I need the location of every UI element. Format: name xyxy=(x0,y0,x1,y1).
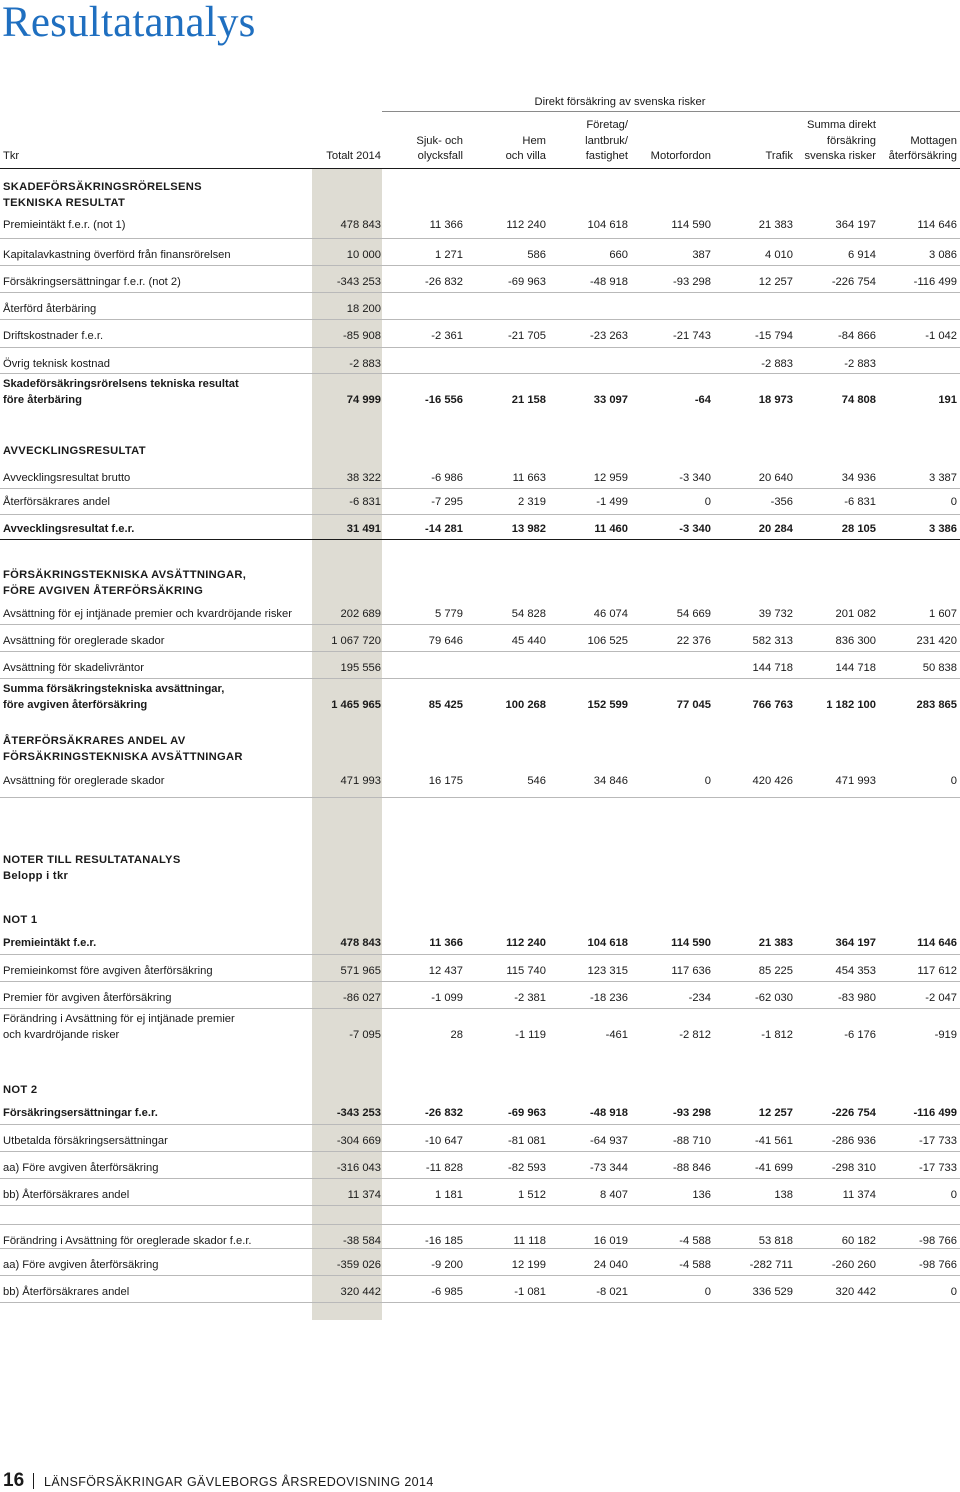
cell-value: 53 818 xyxy=(758,1235,793,1247)
row-label: Avsättning för oreglerade skador xyxy=(3,635,165,647)
cell-value: 85 425 xyxy=(428,698,463,711)
row-label: aa) Före avgiven återförsäkring xyxy=(3,1162,159,1174)
column-header-7-line-1: försäkring xyxy=(826,134,876,147)
cell-value: 39 732 xyxy=(758,608,793,620)
cell-value: 6 914 xyxy=(848,249,876,261)
cell-value: 24 040 xyxy=(593,1259,628,1271)
column-header-2-line-1: olycksfall xyxy=(417,150,463,162)
column-header-8-line-1: återförsäkring xyxy=(888,150,957,162)
row-label: före återbäring xyxy=(3,393,82,406)
cell-value: -83 980 xyxy=(838,992,876,1004)
column-header-0-line-0: Tkr xyxy=(3,150,20,162)
section-heading: NOTER TILL RESULTATANALYS xyxy=(3,854,181,866)
cell-value: -461 xyxy=(605,1028,628,1041)
cell-value: -4 588 xyxy=(679,1235,711,1247)
cell-value: -26 832 xyxy=(425,276,463,288)
row-label: Övrig teknisk kostnad xyxy=(3,358,110,370)
cell-value: -88 846 xyxy=(673,1162,711,1174)
cell-value: -64 937 xyxy=(590,1135,628,1147)
column-header-5-line-0: Motorfordon xyxy=(650,150,711,162)
cell-value: -64 xyxy=(694,393,711,406)
row-divider xyxy=(0,347,960,348)
cell-value: 136 xyxy=(692,1189,711,1201)
cell-value: 0 xyxy=(950,1286,957,1298)
cell-value: 0 xyxy=(704,1286,711,1298)
cell-value: 20 640 xyxy=(758,472,793,484)
row-divider xyxy=(0,624,960,625)
cell-value: 31 491 xyxy=(346,523,381,535)
cell-value: 320 442 xyxy=(340,1286,381,1298)
cell-value: 1 181 xyxy=(435,1189,463,1201)
section-heading: NOT 1 xyxy=(3,914,38,926)
cell-value: 112 240 xyxy=(506,219,546,231)
cell-value: 10 000 xyxy=(346,249,381,261)
cell-value: 387 xyxy=(692,249,711,261)
cell-value: -38 584 xyxy=(343,1235,381,1247)
cell-value: 22 376 xyxy=(676,635,711,647)
cell-value: 1 182 100 xyxy=(826,698,876,711)
row-divider xyxy=(0,954,960,955)
cell-value: 21 383 xyxy=(758,219,793,231)
cell-value: 195 556 xyxy=(340,662,381,674)
cell-value: -343 253 xyxy=(336,1107,381,1119)
cell-value: 114 590 xyxy=(671,937,711,949)
cell-value: 11 663 xyxy=(512,472,546,484)
cell-value: 34 936 xyxy=(841,472,876,484)
cell-value: 364 197 xyxy=(835,219,876,231)
row-label: Premieintäkt f.e.r. (not 1) xyxy=(3,219,126,231)
cell-value: 420 426 xyxy=(752,775,793,787)
column-header-4-line-0: Företag/ xyxy=(586,119,628,131)
cell-value: 2 319 xyxy=(518,496,546,508)
column-header-8-line-0: Mottagen xyxy=(910,134,957,147)
cell-value: 766 763 xyxy=(752,698,793,711)
cell-value: 16 175 xyxy=(428,775,463,787)
cell-value: -2 883 xyxy=(844,358,876,370)
cell-value: -1 119 xyxy=(515,1028,546,1041)
cell-value: -2 883 xyxy=(761,358,793,370)
row-label: Skadeförsäkringsrörelsens tekniska resultat xyxy=(3,378,239,390)
cell-value: 104 618 xyxy=(587,219,628,231)
cell-value: -919 xyxy=(934,1028,957,1041)
cell-value: -2 883 xyxy=(349,358,381,370)
cell-value: 115 740 xyxy=(506,965,546,977)
row-divider xyxy=(0,797,960,798)
column-header-4-line-2: fastighet xyxy=(585,150,628,162)
row-label: Kapitalavkastning överförd från finansrörelsen xyxy=(3,249,231,261)
cell-value: 11 460 xyxy=(594,523,628,535)
cell-value: -10 647 xyxy=(425,1135,463,1147)
row-label: Försäkringsersättningar f.e.r. xyxy=(3,1107,158,1119)
cell-value: 38 322 xyxy=(346,472,381,484)
cell-value: -23 263 xyxy=(590,330,628,342)
cell-value: -16 185 xyxy=(425,1235,463,1247)
column-header-7-line-2: svenska risker xyxy=(804,150,876,162)
header-underline xyxy=(0,168,960,169)
cell-value: 54 828 xyxy=(511,608,546,620)
cell-value: 0 xyxy=(950,775,957,787)
cell-value: -41 561 xyxy=(755,1135,793,1147)
cell-value: 79 646 xyxy=(428,635,463,647)
row-label: före avgiven återförsäkring xyxy=(3,698,148,711)
row-label: Premier för avgiven återförsäkring xyxy=(3,992,172,1004)
row-divider xyxy=(0,1178,960,1179)
row-label: Premieintäkt f.e.r. xyxy=(3,937,97,949)
cell-value: -21 743 xyxy=(673,330,711,342)
row-divider xyxy=(0,1151,960,1152)
cell-value: -3 340 xyxy=(679,472,711,484)
cell-value: 364 197 xyxy=(835,937,876,949)
cell-value: 582 313 xyxy=(752,635,793,647)
row-label: Återförd återbäring xyxy=(3,303,97,315)
row-label: Summa försäkringstekniska avsättningar, xyxy=(3,683,225,695)
cell-value: -1 099 xyxy=(431,992,463,1004)
column-header-3-line-1: och villa xyxy=(505,150,546,162)
row-divider xyxy=(0,1302,960,1303)
cell-value: -86 027 xyxy=(343,992,381,1004)
row-divider xyxy=(0,1275,960,1276)
cell-value: -9 200 xyxy=(431,1259,463,1271)
cell-value: -11 828 xyxy=(425,1162,463,1174)
cell-value: -26 832 xyxy=(425,1107,463,1119)
cell-value: -14 281 xyxy=(425,523,463,535)
cell-value: -6 985 xyxy=(431,1286,463,1298)
cell-value: 283 865 xyxy=(916,698,957,711)
cell-value: -343 253 xyxy=(336,276,381,288)
cell-value: -234 xyxy=(688,992,711,1004)
cell-value: -88 710 xyxy=(673,1135,711,1147)
column-header-2-line-0: Sjuk- och xyxy=(416,134,463,147)
row-divider xyxy=(0,373,960,374)
cell-value: 11 374 xyxy=(842,1189,876,1201)
cell-value: 11 374 xyxy=(347,1189,381,1201)
cell-value: 0 xyxy=(704,775,711,787)
cell-value: -316 043 xyxy=(336,1162,381,1174)
row-divider xyxy=(0,1205,960,1206)
cell-value: -84 866 xyxy=(838,330,876,342)
cell-value: -226 754 xyxy=(831,276,876,288)
cell-value: 12 437 xyxy=(428,965,463,977)
row-label: Försäkringsersättningar f.e.r. (not 2) xyxy=(3,276,181,288)
cell-value: 114 646 xyxy=(917,937,957,949)
cell-value: -81 081 xyxy=(508,1135,546,1147)
cell-value: 836 300 xyxy=(835,635,876,647)
cell-value: 74 999 xyxy=(346,393,381,406)
cell-value: 144 718 xyxy=(752,662,793,674)
cell-value: 21 158 xyxy=(511,393,546,406)
cell-value: -73 344 xyxy=(590,1162,628,1174)
cell-value: -98 766 xyxy=(919,1259,957,1271)
cell-value: 77 045 xyxy=(676,698,711,711)
cell-value: 85 225 xyxy=(758,965,793,977)
cell-value: -359 026 xyxy=(336,1259,381,1271)
cell-value: -98 766 xyxy=(919,1235,957,1247)
cell-value: 1 271 xyxy=(435,249,463,261)
cell-value: -1 812 xyxy=(761,1028,793,1041)
cell-value: 0 xyxy=(704,496,711,508)
row-divider xyxy=(0,319,960,320)
cell-value: -6 176 xyxy=(844,1028,876,1041)
cell-value: 571 965 xyxy=(340,965,381,977)
cell-value: 138 xyxy=(774,1189,793,1201)
cell-value: 546 xyxy=(527,775,546,787)
cell-value: 18 973 xyxy=(758,393,793,406)
cell-value: 201 082 xyxy=(835,608,876,620)
row-label: bb) Återförsäkrares andel xyxy=(3,1286,130,1298)
cell-value: 74 808 xyxy=(841,393,876,406)
cell-value: -21 705 xyxy=(508,330,546,342)
cell-value: 336 529 xyxy=(752,1286,793,1298)
cell-value: 21 383 xyxy=(758,937,793,949)
cell-value: 123 315 xyxy=(587,965,628,977)
column-header-4-line-1: lantbruk/ xyxy=(585,134,628,147)
cell-value: 471 993 xyxy=(835,775,876,787)
footer-text: LÄNSFÖRSÄKRINGAR GÄVLEBORGS ÅRSREDOVISNING 2014 xyxy=(44,1475,434,1489)
cell-value: -226 754 xyxy=(831,1107,876,1119)
column-header-6-line-0: Trafik xyxy=(765,150,793,162)
row-label: Avsättning för oreglerade skador xyxy=(3,775,165,787)
row-label: Premieinkomst före avgiven återförsäkring xyxy=(3,965,213,977)
cell-value: 114 590 xyxy=(671,219,711,231)
row-divider xyxy=(0,678,960,679)
row-divider xyxy=(0,265,960,266)
row-divider xyxy=(0,1248,960,1249)
cell-value: 1 607 xyxy=(929,608,957,620)
cell-value: 20 284 xyxy=(758,523,793,535)
row-label: Utbetalda försäkringsersättningar xyxy=(3,1135,168,1147)
cell-value: 586 xyxy=(527,249,546,261)
cell-value: 320 442 xyxy=(835,1286,876,1298)
cell-value: 4 010 xyxy=(765,249,793,261)
cell-value: 34 846 xyxy=(593,775,628,787)
row-divider xyxy=(0,1008,960,1009)
cell-value: -304 669 xyxy=(336,1135,381,1147)
section-heading: AVVECKLINGSRESULTAT xyxy=(3,445,146,457)
section-heading: TEKNISKA RESULTAT xyxy=(3,197,126,209)
row-divider xyxy=(0,514,960,515)
cell-value: 12 199 xyxy=(511,1259,546,1271)
cell-value: 54 669 xyxy=(676,608,711,620)
cell-value: 478 843 xyxy=(340,219,381,231)
cell-value: 18 200 xyxy=(346,303,381,315)
row-label: Avsättning för skadelivräntor xyxy=(3,662,144,674)
row-divider xyxy=(0,488,960,489)
cell-value: 0 xyxy=(950,496,957,508)
cell-value: 12 959 xyxy=(593,472,628,484)
cell-value: 202 689 xyxy=(340,608,381,620)
cell-value: 11 366 xyxy=(429,937,463,949)
cell-value: -8 021 xyxy=(596,1286,628,1298)
cell-value: -260 260 xyxy=(831,1259,876,1271)
section-heading: SKADEFÖRSÄKRINGSRÖRELSENS xyxy=(3,181,202,193)
cell-value: 471 993 xyxy=(340,775,381,787)
row-divider xyxy=(0,1224,960,1225)
row-divider xyxy=(0,539,960,540)
cell-value: 152 599 xyxy=(587,698,628,711)
cell-value: -6 831 xyxy=(844,496,876,508)
cell-value: 16 019 xyxy=(593,1235,628,1247)
cell-value: -1 081 xyxy=(514,1286,546,1298)
cell-value: 11 118 xyxy=(513,1235,546,1247)
cell-value: -116 499 xyxy=(913,276,957,288)
column-header-1-line-0: Totalt 2014 xyxy=(326,150,381,162)
cell-value: -15 794 xyxy=(755,330,793,342)
cell-value: 5 779 xyxy=(435,608,463,620)
cell-value: 117 612 xyxy=(917,965,957,977)
cell-value: -48 918 xyxy=(590,1107,628,1119)
cell-value: -7 095 xyxy=(349,1028,381,1041)
row-label: Avvecklingsresultat f.e.r. xyxy=(3,523,135,535)
cell-value: 660 xyxy=(609,249,628,261)
cell-value: -17 733 xyxy=(919,1135,957,1147)
cell-value: -62 030 xyxy=(755,992,793,1004)
cell-value: 104 618 xyxy=(587,937,628,949)
cell-value: -282 711 xyxy=(749,1259,793,1271)
cell-value: 231 420 xyxy=(916,635,957,647)
row-label: Avsättning för ej intjänade premier och kvardröjande risker xyxy=(3,608,292,620)
cell-value: 12 257 xyxy=(758,1107,793,1119)
section-heading: Belopp i tkr xyxy=(3,870,69,882)
row-label: Driftskostnader f.e.r. xyxy=(3,330,104,342)
cell-value: -2 381 xyxy=(514,992,546,1004)
row-divider xyxy=(0,238,960,239)
section-heading: FÖRE AVGIVEN ÅTERFÖRSÄKRING xyxy=(3,585,204,597)
cell-value: -2 812 xyxy=(679,1028,711,1041)
cell-value: 114 646 xyxy=(917,219,957,231)
cell-value: -2 047 xyxy=(925,992,957,1004)
cell-value: 454 353 xyxy=(835,965,876,977)
cell-value: -85 908 xyxy=(343,330,381,342)
cell-value: 50 838 xyxy=(922,662,957,674)
cell-value: 3 386 xyxy=(929,523,957,535)
cell-value: -4 588 xyxy=(679,1259,711,1271)
cell-value: -116 499 xyxy=(913,1107,957,1119)
cell-value: -356 xyxy=(770,496,793,508)
footer-divider xyxy=(33,1473,34,1489)
cell-value: 46 074 xyxy=(593,608,628,620)
cell-value: 1 512 xyxy=(518,1189,546,1201)
cell-value: 3 387 xyxy=(929,472,957,484)
cell-value: -82 593 xyxy=(508,1162,546,1174)
row-divider xyxy=(0,292,960,293)
cell-value: -18 236 xyxy=(590,992,628,1004)
cell-value: 112 240 xyxy=(506,937,546,949)
cell-value: 1 465 965 xyxy=(331,698,381,711)
cell-value: 33 097 xyxy=(593,393,628,406)
cell-value: 117 636 xyxy=(671,965,711,977)
cell-value: -93 298 xyxy=(673,1107,711,1119)
cell-value: 45 440 xyxy=(511,635,546,647)
section-heading: FÖRSÄKRINGSTEKNISKA AVSÄTTNINGAR, xyxy=(3,569,247,581)
cell-value: 3 086 xyxy=(929,249,957,261)
cell-value: 28 105 xyxy=(841,523,876,535)
cell-value: 100 268 xyxy=(505,698,546,711)
column-header-3-line-0: Hem xyxy=(522,134,546,147)
cell-value: 8 407 xyxy=(600,1189,628,1201)
column-header-7-line-0: Summa direkt xyxy=(806,119,876,131)
row-divider xyxy=(0,1124,960,1125)
row-label: Förändring i Avsättning för ej intjänade premier xyxy=(3,1013,235,1025)
cell-value: -1 042 xyxy=(925,330,957,342)
cell-value: 1 067 720 xyxy=(331,635,381,647)
cell-value: 12 257 xyxy=(758,276,793,288)
cell-value: -7 295 xyxy=(431,496,463,508)
cell-value: 28 xyxy=(450,1028,463,1041)
cell-value: -69 963 xyxy=(508,276,546,288)
section-heading: NOT 2 xyxy=(3,1084,38,1096)
cell-value: 11 366 xyxy=(429,219,463,231)
row-label: aa) Före avgiven återförsäkring xyxy=(3,1259,159,1271)
cell-value: -69 963 xyxy=(508,1107,546,1119)
cell-value: -16 556 xyxy=(425,393,463,406)
cell-value: -1 499 xyxy=(596,496,628,508)
cell-value: 0 xyxy=(950,1189,957,1201)
page-number: 16 xyxy=(3,1470,25,1491)
cell-value: 191 xyxy=(938,393,957,406)
section-heading: ÅTERFÖRSÄKRARES ANDEL AV xyxy=(3,735,186,747)
cell-value: -6 831 xyxy=(349,496,381,508)
cell-value: -41 699 xyxy=(755,1162,793,1174)
cell-value: -17 733 xyxy=(919,1162,957,1174)
cell-value: 13 982 xyxy=(511,523,546,535)
row-label: Avvecklingsresultat brutto xyxy=(3,472,131,484)
row-label: Förändring i Avsättning för oreglerade skador f.e.r. xyxy=(3,1235,252,1247)
cell-value: -93 298 xyxy=(673,276,711,288)
header-super-label: Direkt försäkring av svenska risker xyxy=(534,96,706,108)
cell-value: 478 843 xyxy=(340,937,381,949)
cell-value: -48 918 xyxy=(590,276,628,288)
row-divider xyxy=(0,981,960,982)
row-label: Återförsäkrares andel xyxy=(3,496,110,508)
cell-value: -286 936 xyxy=(831,1135,876,1147)
super-label-underline xyxy=(382,111,960,112)
row-label: bb) Återförsäkrares andel xyxy=(3,1189,130,1201)
cell-value: 144 718 xyxy=(835,662,876,674)
cell-value: 106 525 xyxy=(587,635,628,647)
cell-value: -3 340 xyxy=(679,523,711,535)
cell-value: -2 361 xyxy=(431,330,463,342)
section-heading: FÖRSÄKRINGSTEKNISKA AVSÄTTNINGAR xyxy=(3,751,243,763)
row-label: och kvardröjande risker xyxy=(3,1028,120,1041)
cell-value: -6 986 xyxy=(431,472,463,484)
cell-value: 60 182 xyxy=(841,1235,876,1247)
page-title: Resultatanalys xyxy=(2,0,256,46)
row-divider xyxy=(0,651,960,652)
cell-value: -298 310 xyxy=(831,1162,876,1174)
